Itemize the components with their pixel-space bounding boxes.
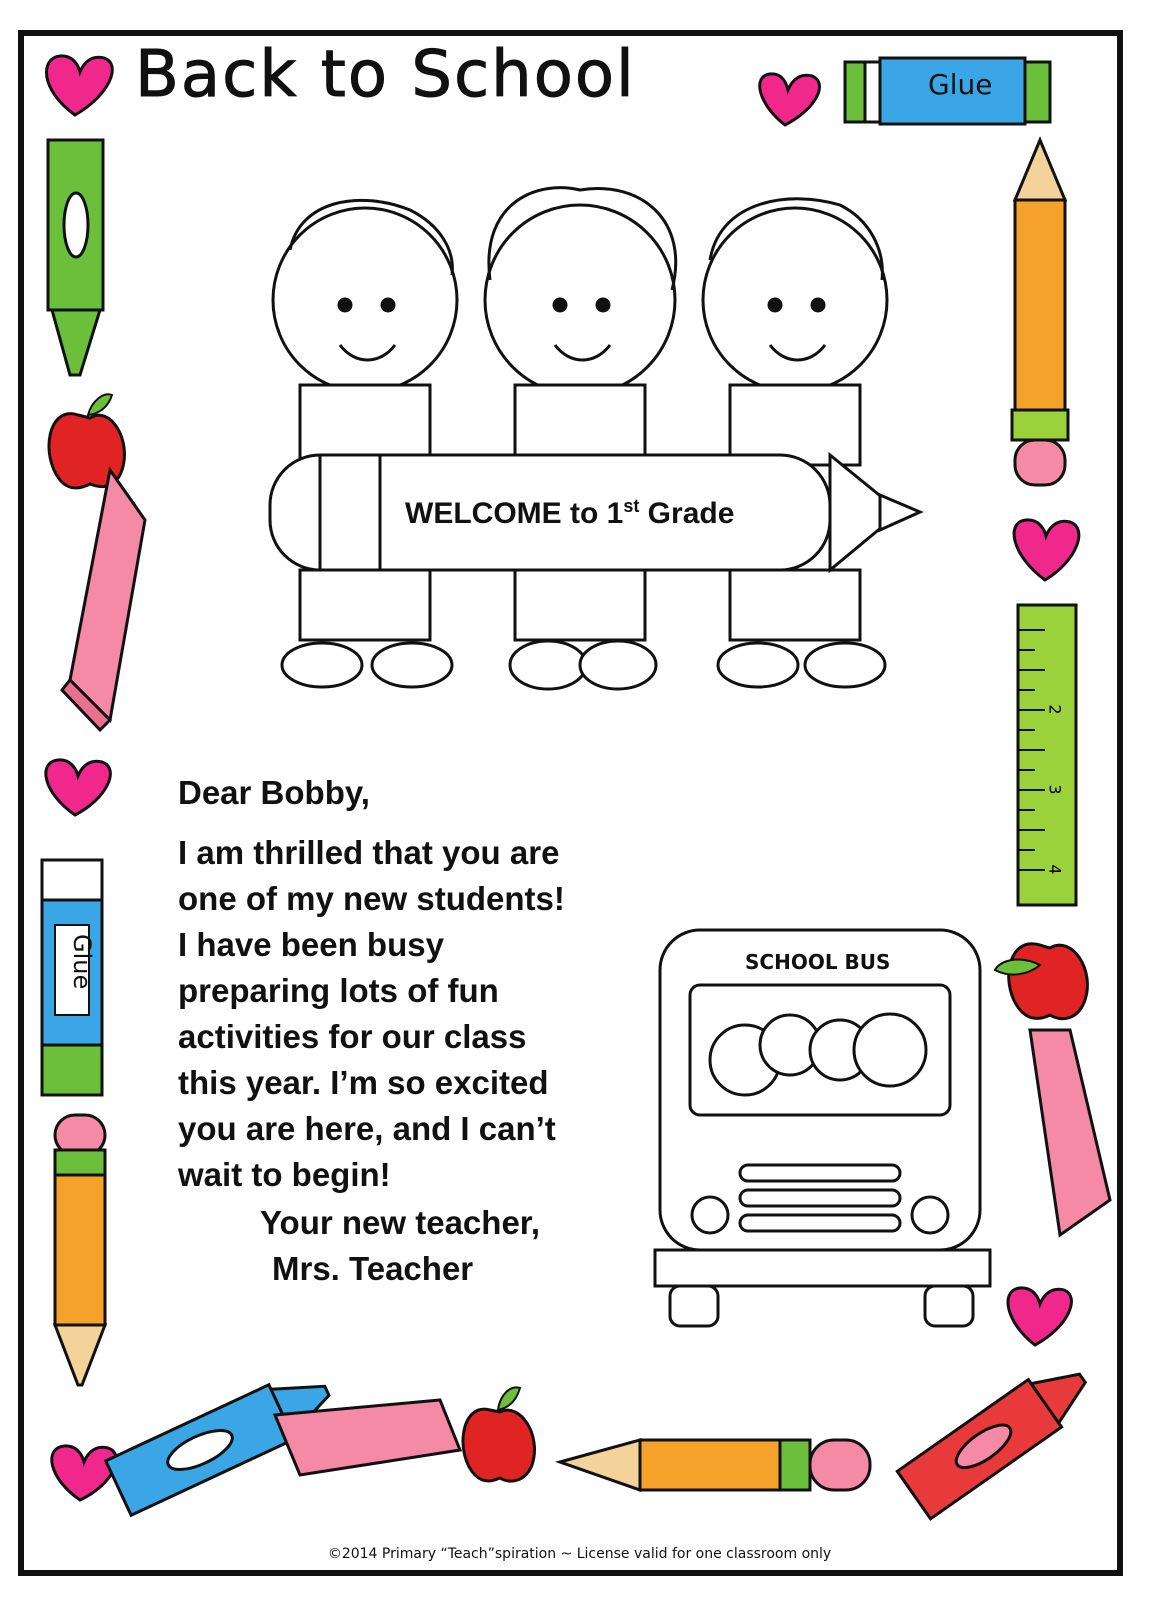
letter-line: preparing lots of fun <box>178 972 499 1009</box>
eraser-icon <box>62 470 145 730</box>
page-title: Back to School <box>135 38 636 112</box>
letter-line: activities for our class <box>178 1018 527 1055</box>
letter-signature: Mrs. Teacher <box>272 1250 474 1287</box>
pencil-icon <box>55 1115 105 1385</box>
ruler-icon <box>1018 605 1076 905</box>
heart-icon <box>760 74 820 125</box>
letter-greeting: Dear Bobby, <box>178 774 370 811</box>
letter-line: I am thrilled that you are <box>178 834 560 871</box>
ruler-number: 4 <box>1045 864 1065 875</box>
letter-line: I have been busy <box>178 926 444 963</box>
glue-stick-label: Glue <box>928 68 993 101</box>
heart-icon <box>46 760 111 815</box>
school-bus-illustration <box>655 930 990 1326</box>
letter-line: this year. I’m so excited <box>178 1064 549 1101</box>
letter-closing: Your new teacher, <box>260 1204 540 1241</box>
apple-icon <box>463 1387 534 1481</box>
copyright-footer: ©2014 Primary “Teach”spiration ~ License valid for one classroom only <box>327 1546 832 1562</box>
crayon-icon <box>897 1354 1098 1519</box>
letter-line: you are here, and I can’t <box>178 1110 556 1147</box>
ruler-number: 2 <box>1045 704 1065 715</box>
kids-illustration <box>270 188 920 689</box>
welcome-banner-text: WELCOME to 1st Grade <box>405 496 735 530</box>
letter-line: one of my new students! <box>178 880 565 917</box>
pencil-icon <box>560 1440 870 1490</box>
letter-line: wait to begin! <box>178 1156 391 1193</box>
eraser-icon <box>1030 1030 1110 1235</box>
heart-icon <box>46 56 112 115</box>
heart-icon <box>52 1446 117 1500</box>
letter-body <box>178 770 565 1198</box>
side-glue-label: Glue <box>68 934 96 990</box>
heart-icon <box>1014 520 1079 580</box>
crayon-icon <box>48 140 103 375</box>
ruler-number: 3 <box>1045 784 1065 795</box>
eraser-icon <box>275 1400 460 1475</box>
apple-icon <box>995 944 1087 1019</box>
heart-icon <box>1008 1288 1071 1345</box>
school-bus-label: SCHOOL BUS <box>745 950 891 974</box>
pencil-icon <box>1012 140 1068 485</box>
